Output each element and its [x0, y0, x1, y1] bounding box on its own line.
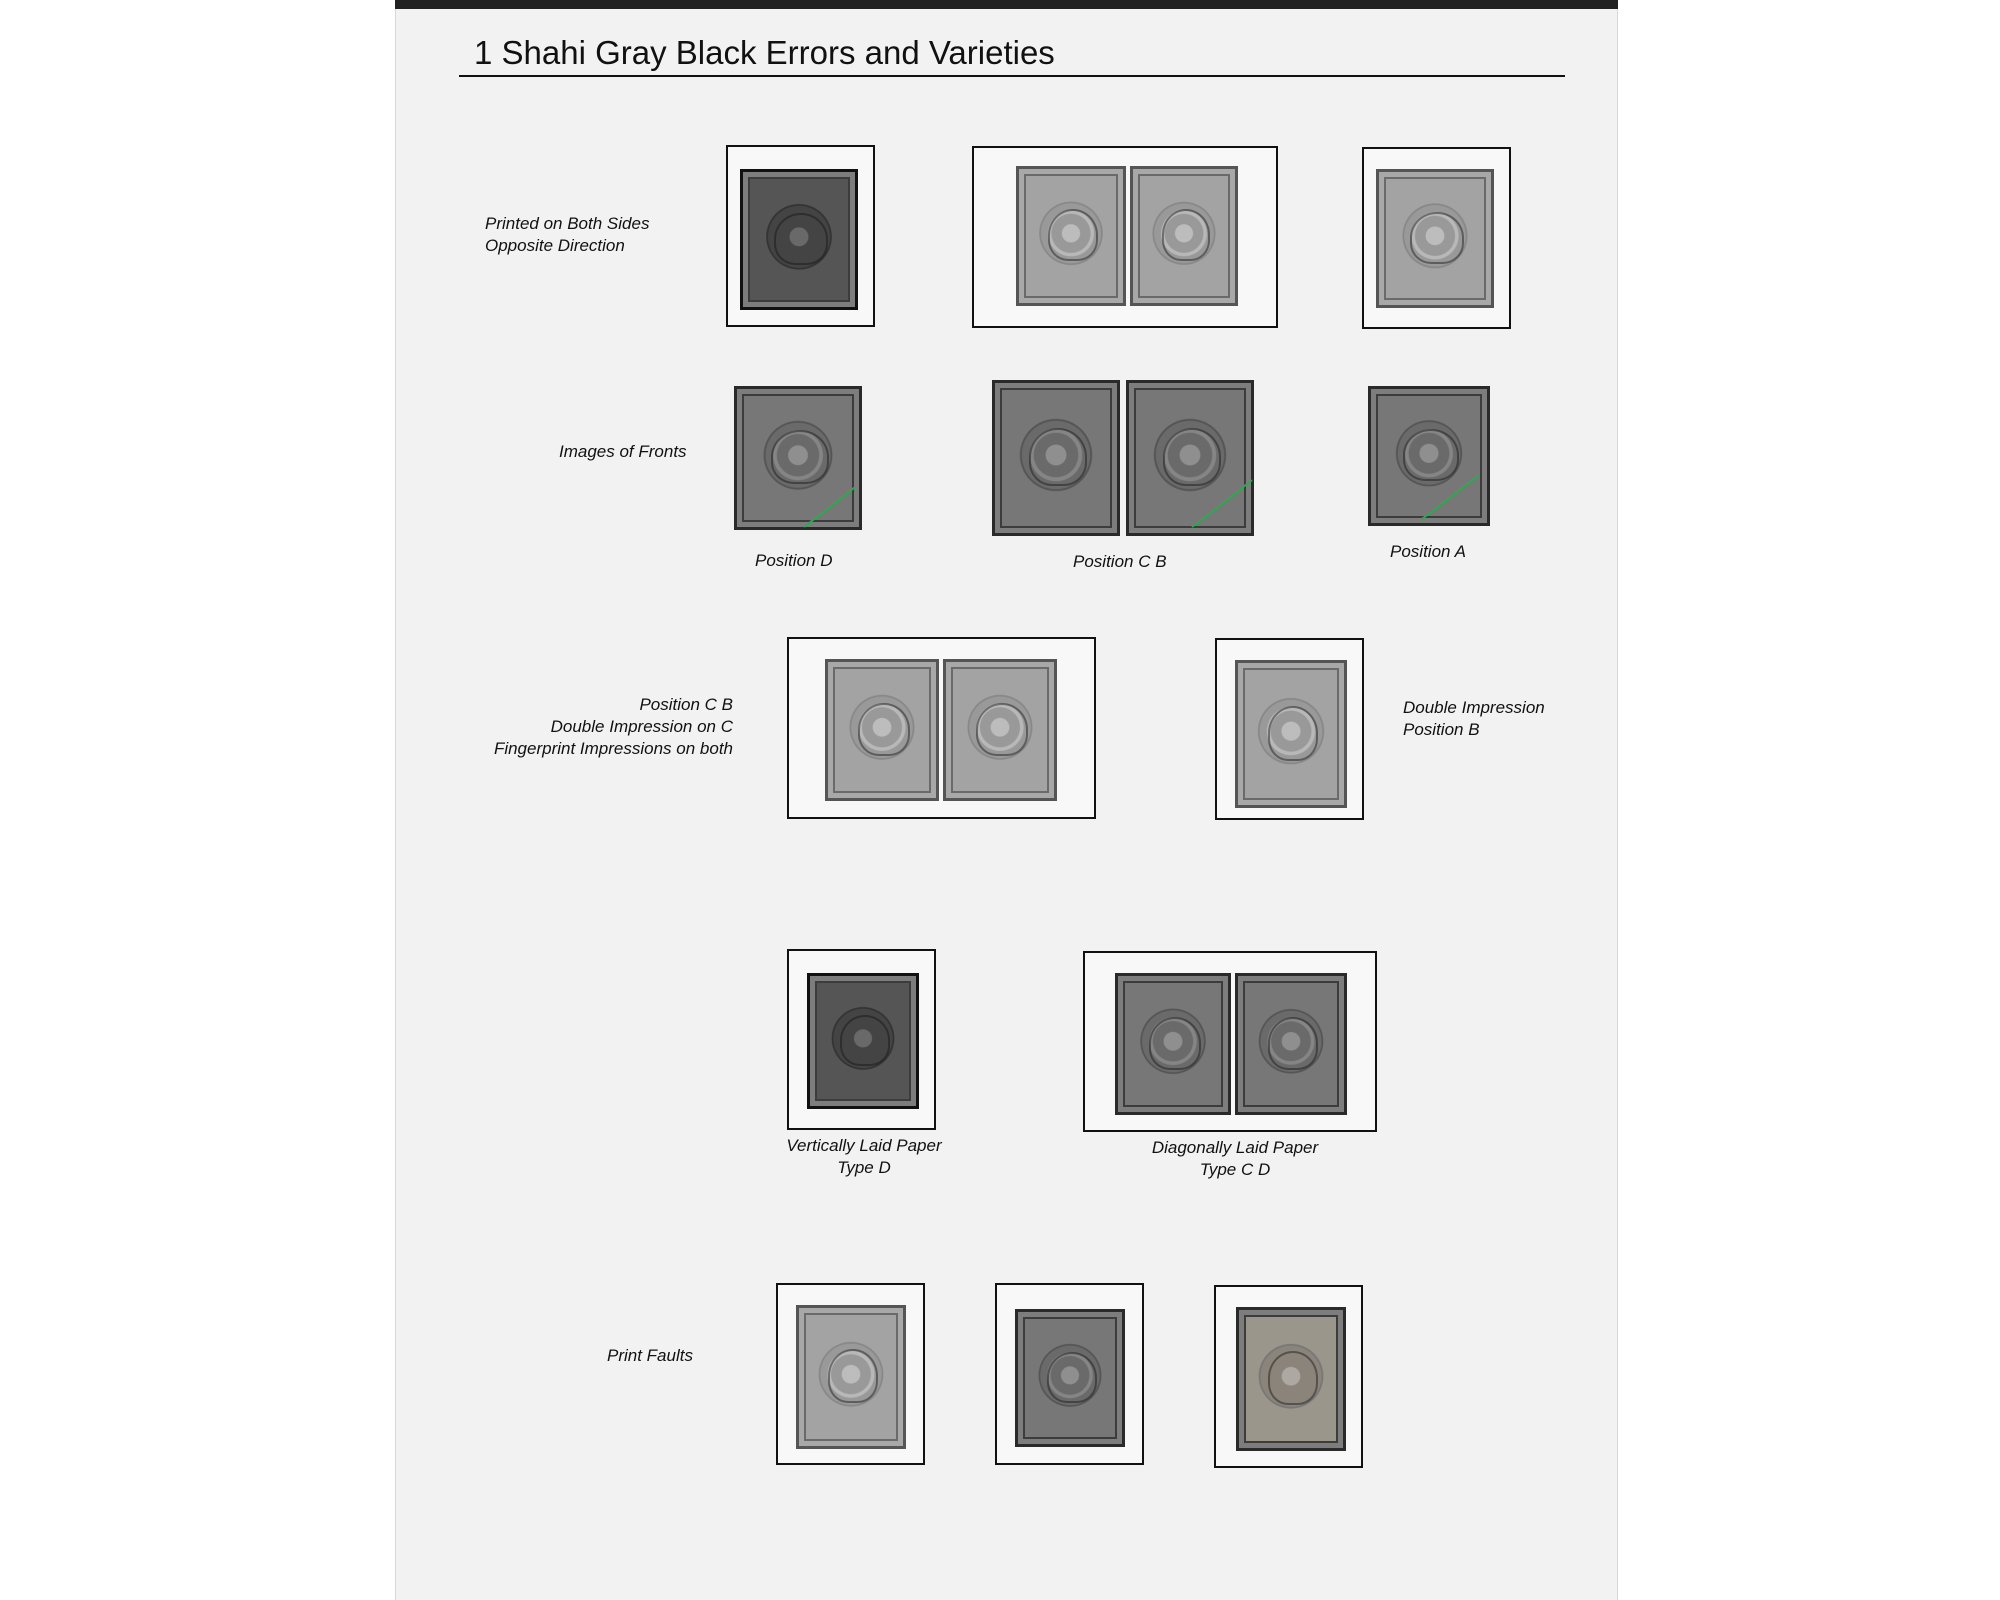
stamp-pair-mount	[972, 146, 1278, 328]
stamp-image	[1235, 660, 1347, 808]
stamp-image	[825, 659, 939, 801]
stamp-mount	[1214, 1285, 1363, 1468]
stamp-image	[807, 973, 919, 1109]
row1-label	[485, 213, 649, 257]
stamp-image	[1235, 973, 1347, 1115]
stamp-image	[1126, 380, 1254, 536]
title-underline	[459, 75, 1565, 77]
stamp-mount	[726, 145, 875, 327]
top-edge-bar	[395, 0, 1618, 9]
caption-position-d: Position D	[755, 551, 833, 570]
stamp-image	[1368, 386, 1490, 526]
page-title: 1 Shahi Gray Black Errors and Varieties	[474, 34, 1055, 71]
row4-left-caption-line: Vertically Laid Paper	[786, 1136, 942, 1155]
stamp-image	[740, 169, 858, 310]
row1-label-line: Printed on Both Sides	[485, 214, 650, 233]
stamp-mount	[787, 949, 936, 1130]
stamp-image	[992, 380, 1120, 536]
stamp-image	[1015, 1309, 1125, 1447]
row4-left-caption	[764, 1135, 964, 1179]
row4-right-caption-line: Diagonally Laid Paper	[1151, 1138, 1319, 1157]
row3-left-label-line: Double Impression on C	[550, 717, 733, 736]
row3-left-label-line: Fingerprint Impressions on both	[493, 739, 733, 758]
stamp-image	[1376, 169, 1494, 308]
stamp-mount	[776, 1283, 925, 1465]
stamp-mount	[1215, 638, 1364, 820]
row4-left-caption-line: Type D	[837, 1158, 891, 1177]
stamp-image	[1236, 1307, 1346, 1451]
row3-right-label-line: Double Impression	[1403, 698, 1545, 717]
row1-label-line: Opposite Direction	[485, 236, 625, 255]
stamp-front-image	[1352, 378, 1498, 534]
stamp-image	[796, 1305, 906, 1449]
stamp-pair-mount	[787, 637, 1096, 819]
stamp-image	[1115, 973, 1231, 1115]
caption-position-cb: Position C B	[1073, 552, 1167, 571]
caption-position-a: Position A	[1390, 542, 1466, 561]
row3-left-label	[470, 694, 733, 760]
row4-right-caption-line: Type C D	[1199, 1160, 1271, 1179]
stamp-image	[1130, 166, 1238, 306]
stamp-mount	[1362, 147, 1511, 329]
stamp-image	[1016, 166, 1126, 306]
stamp-image	[943, 659, 1057, 801]
row2-label: Images of Fronts	[559, 442, 687, 461]
stamp-image	[734, 386, 862, 530]
stamp-pair-front-image	[986, 366, 1266, 542]
stamp-front-image	[728, 378, 872, 538]
row3-left-label-line: Position C B	[639, 695, 733, 714]
row4-right-caption	[1115, 1137, 1355, 1181]
stamp-pair-mount	[1083, 951, 1377, 1132]
row3-right-label-line: Position B	[1403, 720, 1480, 739]
row5-label: Print Faults	[607, 1346, 693, 1365]
stamp-mount	[995, 1283, 1144, 1465]
row3-right-label	[1403, 697, 1545, 741]
